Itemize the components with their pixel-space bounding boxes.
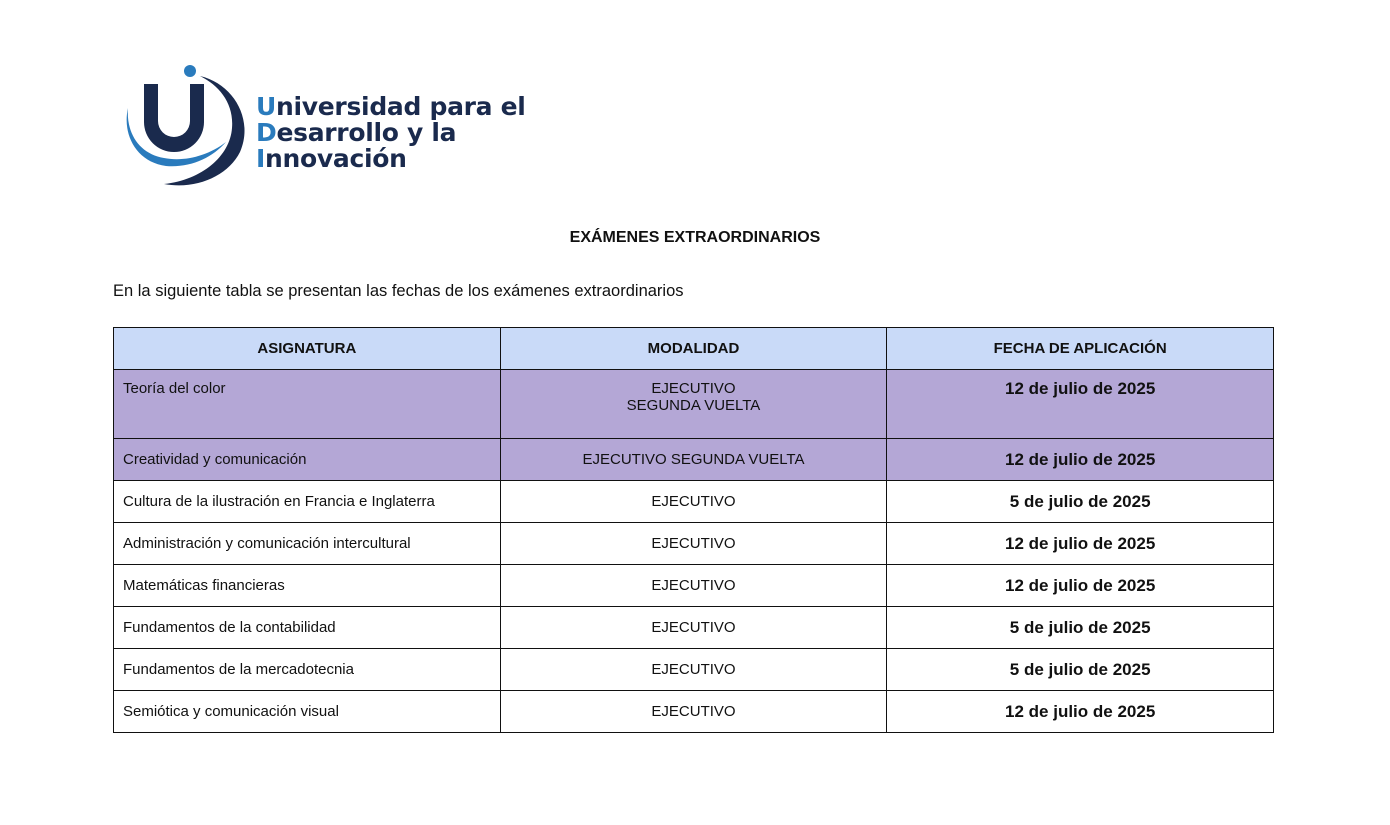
logo-line-2: Desarrollo y la — [256, 118, 457, 147]
table-row — [114, 649, 1274, 691]
logo-line-1: Universidad para el — [256, 92, 526, 121]
cell-subject: Fundamentos de la mercadotecnia — [114, 649, 501, 691]
logo-line-3: Innovación — [256, 144, 407, 173]
cell-subject: Matemáticas financieras — [114, 565, 501, 607]
mode-line: EJECUTIVO — [651, 703, 736, 720]
cell-date: 12 de julio de 2025 — [887, 439, 1274, 481]
table-row — [114, 523, 1274, 565]
cell-date: 12 de julio de 2025 — [887, 370, 1274, 439]
cell-date: 12 de julio de 2025 — [887, 691, 1274, 733]
cell-date: 12 de julio de 2025 — [887, 523, 1274, 565]
cell-date: 12 de julio de 2025 — [887, 565, 1274, 607]
table-header-row — [114, 328, 1274, 370]
mode-line: EJECUTIVO — [651, 661, 736, 678]
mode-line: SEGUNDA VUELTA — [626, 397, 761, 414]
cell-mode — [500, 481, 887, 523]
table-row — [114, 370, 1274, 439]
mode-line: EJECUTIVO — [651, 577, 736, 594]
intro-text: En la siguiente tabla se presentan las fechas de los exámenes extraordinarios — [113, 282, 684, 300]
cell-date: 5 de julio de 2025 — [887, 607, 1274, 649]
exam-table — [113, 327, 1274, 733]
cell-mode — [500, 649, 887, 691]
mode-line: EJECUTIVO — [651, 493, 736, 510]
table-row — [114, 481, 1274, 523]
table-row — [114, 607, 1274, 649]
mode-line: EJECUTIVO — [651, 535, 736, 552]
cell-mode — [500, 370, 887, 439]
logo-mark-icon — [122, 64, 252, 190]
cell-mode — [500, 691, 887, 733]
cell-subject: Administración y comunicación intercultural — [114, 523, 501, 565]
cell-mode — [500, 607, 887, 649]
table-row — [114, 691, 1274, 733]
cell-mode — [500, 565, 887, 607]
header-mode: MODALIDAD — [500, 328, 887, 370]
header-subject: ASIGNATURA — [114, 328, 501, 370]
cell-subject: Teoría del color — [114, 370, 501, 439]
mode-line: EJECUTIVO — [651, 619, 736, 636]
cell-date: 5 de julio de 2025 — [887, 481, 1274, 523]
cell-mode — [500, 439, 887, 481]
logo-wordmark — [256, 94, 526, 172]
cell-date: 5 de julio de 2025 — [887, 649, 1274, 691]
table-body — [114, 370, 1274, 733]
cell-subject: Creatividad y comunicación — [114, 439, 501, 481]
mode-line: EJECUTIVO SEGUNDA VUELTA — [582, 451, 805, 468]
page-title: EXÁMENES EXTRAORDINARIOS — [569, 229, 821, 246]
cell-subject: Fundamentos de la contabilidad — [114, 607, 501, 649]
cell-subject: Cultura de la ilustración en Francia e Inglaterra — [114, 481, 501, 523]
header-date: FECHA DE APLICACIÓN — [887, 328, 1274, 370]
cell-mode — [500, 523, 887, 565]
mode-line: EJECUTIVO — [651, 380, 736, 397]
table-row — [114, 565, 1274, 607]
cell-subject: Semiótica y comunicación visual — [114, 691, 501, 733]
table-row — [114, 439, 1274, 481]
university-logo — [122, 64, 542, 190]
